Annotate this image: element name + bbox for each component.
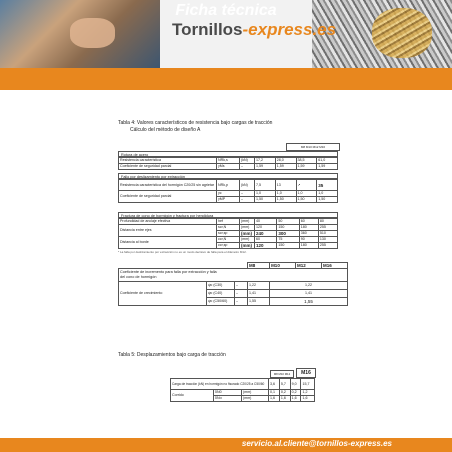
cone-value: 75 [277, 237, 299, 243]
table5-m16-header: M16 [296, 368, 316, 378]
steel-row-label: Resistencia característica [119, 158, 217, 164]
cone-row-unit: (mm) [240, 231, 255, 237]
steel-row-label: Coeficiente de seguridad parcial [119, 164, 217, 170]
pullout-value: 1,0 [275, 191, 296, 197]
table5-value: 3,6 [269, 379, 280, 390]
cone-row-sym: ccr,N [217, 237, 240, 243]
steel-value: 1,59 [275, 164, 296, 170]
increment-value: 1,41 [270, 290, 348, 298]
cone-row-label: Distancia al borde [119, 237, 217, 249]
table5-unit: (mm) [242, 390, 269, 396]
steel-row-unit: (kN) [240, 158, 255, 164]
brand-logo[interactable] [172, 20, 336, 40]
cone-value: 90 [299, 237, 318, 243]
table-row [119, 164, 338, 170]
steel-value: 28,0 [275, 158, 296, 164]
pullout-value: 1,50 [275, 197, 296, 203]
cone-value: 120 [255, 225, 277, 231]
page-title: Ficha técnica [175, 2, 277, 19]
table5-value: 1,6 [279, 396, 290, 402]
size-col-header: M8 [248, 263, 270, 269]
cone-value: 300 [277, 231, 299, 237]
cone-footnote: * La falla por deslizamiento por extracción no es un modo decisivo de falla para el diámetro M12. [118, 250, 247, 254]
cone-row-unit: (mm) [240, 225, 255, 231]
cone-row-label: Profundidad de anclaje efectiva [119, 219, 217, 225]
table5-value: 1,2 [301, 390, 315, 396]
table-row [171, 390, 315, 396]
increment-heading-line2: del cono de hormigón [120, 275, 157, 279]
size-col-header: M16 [322, 263, 348, 269]
cone-value: 240 [255, 231, 277, 237]
table5-sym: δN0 [214, 390, 242, 396]
table5 [170, 378, 315, 402]
cone-value: 255 [318, 243, 337, 249]
increment-unit: – [235, 290, 248, 298]
table5-size-header: M8 M10 M12 [270, 370, 294, 378]
increment-heading [119, 269, 348, 282]
brand-name-main: Tornillos [172, 20, 243, 39]
cone-row-unit: (mm) [240, 219, 255, 225]
table5-value: 0,2 [279, 390, 290, 396]
pullout-value: ↗ [296, 180, 317, 191]
increment-sym: ψc (C50/60) [207, 298, 235, 306]
table5-load-label: Carga de tracción (kN) en hormigón no fisurado C20/25 a C50/60 [171, 379, 269, 390]
hand-image [70, 18, 115, 48]
pullout-value: 1,0 [255, 191, 276, 197]
pullout-value: 13 [275, 180, 296, 191]
table5-value: 9,0 [290, 379, 301, 390]
table5-title: Tabla 5: Desplazamientos bajo carga de tracción [118, 352, 226, 358]
table5-value: 1,6 [290, 396, 301, 402]
increment-unit: – [235, 298, 248, 306]
cone-value: 60 [299, 219, 318, 225]
steel-value: 1,59 [317, 164, 338, 170]
pullout-value: 35 [317, 180, 338, 191]
cone-value: 50 [277, 219, 299, 225]
cone-row-unit: (mm) [240, 243, 255, 249]
table4-title [118, 120, 272, 134]
cone-table [118, 218, 338, 249]
pullout-row-sym: γc [217, 191, 240, 197]
table5-value: 0,1 [269, 390, 280, 396]
table4-title-line1: Tabla 4: Valores característicos de resistencia bajo cargas de tracción [118, 120, 273, 126]
pullout-row-unit: (kN) [240, 180, 255, 191]
increment-unit: – [235, 282, 248, 290]
cone-value: 60 [255, 237, 277, 243]
table5-value: 5,7 [279, 379, 290, 390]
pullout-row-label: Coeficiente de seguridad parcial [119, 191, 217, 203]
pullout-value: 1,50 [296, 197, 317, 203]
cone-value: 150 [277, 225, 299, 231]
steel-value: 17,2 [255, 158, 276, 164]
cone-value: 180 [299, 243, 318, 249]
pullout-table [118, 179, 338, 203]
cone-value: 360 [299, 231, 318, 237]
increment-table [118, 262, 348, 306]
steel-heading: Rotura de acero [118, 151, 338, 157]
steel-row-sym: NRk,s [217, 158, 240, 164]
cone-value: 510 [318, 231, 337, 237]
increment-value: 1,22 [270, 282, 348, 290]
brand-name-accent: -express.es [242, 20, 337, 39]
table-row [119, 269, 348, 282]
table5-value: 1,6 [269, 396, 280, 402]
table5-sym: δN∞ [214, 396, 242, 402]
pullout-value: 7,5 [255, 180, 276, 191]
steel-row-unit: – [240, 164, 255, 170]
cone-row-sym: scr,N [217, 225, 240, 231]
table5-value: 15,7 [301, 379, 315, 390]
steel-value: 38,5 [296, 158, 317, 164]
table5-unit: (mm) [242, 396, 269, 402]
pullout-row-sym: NRk,p [217, 180, 240, 191]
cone-row-sym: hef [217, 219, 240, 225]
cone-value: 150 [277, 243, 299, 249]
cone-value: 40 [255, 219, 277, 225]
pullout-value: 1,0 [296, 191, 317, 197]
cone-heading: Fractura de cono de hormigón y fractura por hendidura [118, 212, 338, 218]
cone-value: 180 [299, 225, 318, 231]
increment-label: Coeficiente de crecimiento [119, 282, 207, 306]
cone-value: 255 [318, 225, 337, 231]
cone-row-label: Distancia entre ejes [119, 225, 217, 237]
steel-value: 1,59 [255, 164, 276, 170]
pullout-value: 1,50 [255, 197, 276, 203]
cone-row-sym: scr,sp [217, 231, 240, 237]
increment-value: 1,55 [270, 298, 348, 306]
size-col-header: M10 [270, 263, 296, 269]
table-row [171, 379, 315, 390]
increment-value: 1,55 [248, 298, 270, 306]
steel-table [118, 157, 338, 170]
table4-title-line2: Cálculo del método de diseño A [130, 127, 201, 133]
table5-value: 1,6 [301, 396, 315, 402]
table-row [119, 180, 338, 191]
steel-value: 1,59 [296, 164, 317, 170]
cone-row-sym: ccr,sp [217, 243, 240, 249]
pullout-heading: Fallo por deslizamiento por extracción [118, 173, 338, 179]
pullout-row-label: Resistencia característica del hormigón C20/25 sin agrietar [119, 180, 217, 191]
pullout-row-unit: – [240, 191, 255, 197]
pullout-value: 1,0 [317, 191, 338, 197]
steel-value: 61,0 [317, 158, 338, 164]
pullout-row-sym: γMP [217, 197, 240, 203]
cone-value: 80 [318, 219, 337, 225]
increment-heading-line1: Coeficiente de incremento para falla por extracción y falla [120, 270, 217, 274]
increment-sym: ψc (C30) [207, 282, 235, 290]
cone-value: 120 [255, 243, 277, 249]
increment-value: 1,41 [248, 290, 270, 298]
table4-size-header: M8 M10 M12 M16 [286, 143, 340, 151]
table5-value: 0,2 [290, 390, 301, 396]
cone-row-unit: (mm) [240, 237, 255, 243]
cone-value: 130 [318, 237, 337, 243]
increment-sym: ψc (C40) [207, 290, 235, 298]
table5-disp-label: Corrido [171, 390, 214, 402]
title-banner [0, 68, 452, 90]
pullout-value: 1,50 [317, 197, 338, 203]
table-row [119, 282, 348, 290]
size-col-header: M12 [296, 263, 322, 269]
steel-row-sym: γMs [217, 164, 240, 170]
pullout-row-unit: – [240, 197, 255, 203]
footer-email[interactable]: servicio.al.cliente@tornillos-express.es [241, 439, 392, 448]
increment-value: 1,22 [248, 282, 270, 290]
